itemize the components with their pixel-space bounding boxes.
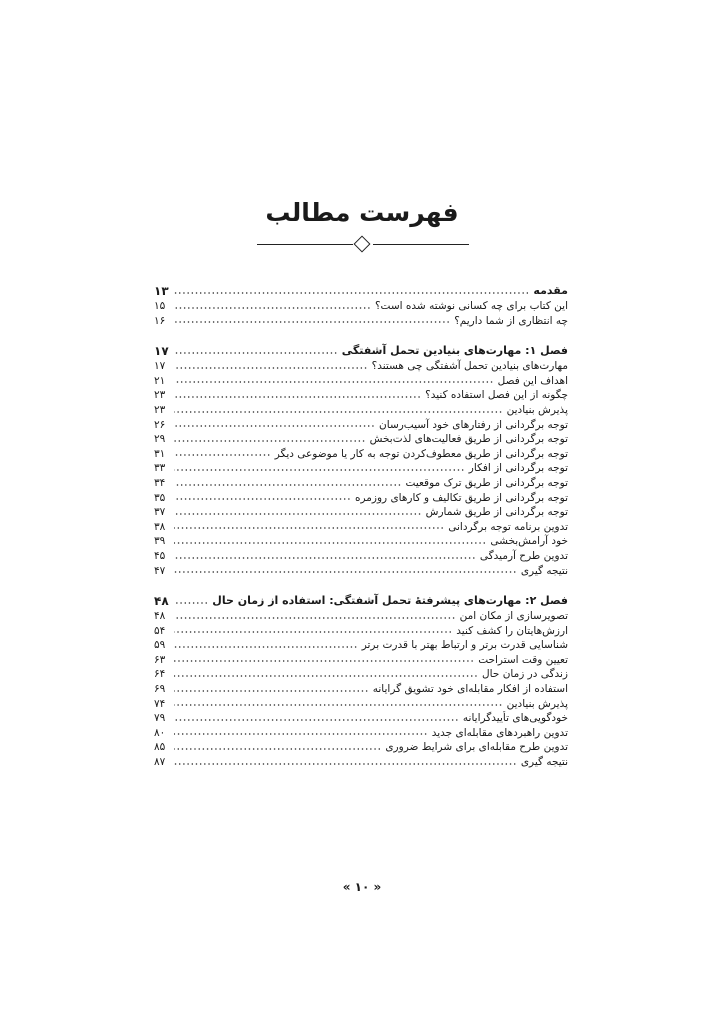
toc-page-number: ۸۷: [154, 756, 166, 769]
toc-section-heading: [154, 593, 568, 609]
dot-leader: [174, 674, 478, 678]
dot-leader: [174, 410, 503, 414]
dot-leader: [174, 439, 366, 443]
toc-page-number: ۶۹: [154, 683, 166, 696]
dot-leader: [174, 453, 271, 457]
toc-entry-title: چگونه از این فصل استفاده کنید؟: [425, 389, 568, 402]
toc-page-number: ۳۹: [154, 535, 166, 548]
toc-entry-title: توجه برگردانی از رفتارهای خود آسیب‌رسان: [379, 418, 568, 431]
ornament-line-right: [373, 244, 469, 245]
toc-entry: [154, 314, 568, 329]
toc-entry-title: این کتاب برای چه کسانی نوشته شده است؟: [374, 300, 568, 312]
title-ornament: [257, 236, 469, 254]
dot-leader: [174, 718, 459, 722]
toc-page-number: ۱۷: [154, 360, 166, 373]
toc-page-number: ۵۹: [154, 639, 166, 652]
toc-page-number: ۳۱: [154, 447, 166, 460]
toc-entry: [154, 653, 568, 668]
dot-leader: [174, 747, 381, 751]
dot-leader: [174, 616, 456, 620]
toc-page-number: ۲۶: [154, 418, 166, 431]
toc-entry-title: زندگی در زمان حال: [482, 668, 568, 681]
toc-entry-title: نتیجه گیری: [520, 756, 568, 769]
toc-page-number: ۱۷: [154, 344, 169, 359]
toc-entry: [154, 609, 568, 624]
toc-section: [154, 593, 568, 770]
toc-page-number: ۱۳: [154, 284, 169, 298]
toc-section: [154, 343, 568, 578]
toc-entry-title: فصل ۱: مهارت‌های بنیادین تحمل آشفتگی: [341, 344, 568, 358]
toc-page-number: ۶۴: [154, 668, 166, 681]
toc-entry: [154, 564, 568, 579]
toc-entry-title: توجه برگردانی از طریق تکالیف و کارهای روزمره: [354, 491, 568, 504]
toc-page-number: ۴۷: [154, 564, 166, 577]
toc-page-number: ۷۹: [154, 712, 166, 725]
toc-entry: [154, 403, 568, 418]
dot-leader: [174, 541, 486, 545]
toc-page-number: ۳۵: [154, 491, 166, 504]
dot-leader: [174, 556, 476, 560]
toc-entry-title: چه انتظاری از شما داریم؟: [454, 314, 568, 327]
toc-page-number: ۲۱: [154, 374, 166, 387]
toc-entry: [154, 697, 568, 712]
dot-leader: [174, 703, 503, 707]
toc-entry-title: ارزش‌هایتان را کشف کنید: [456, 624, 568, 637]
toc-entry-title: تصویرسازی از مکان امن: [459, 610, 568, 623]
toc-page-number: ۷۴: [154, 697, 166, 710]
dot-leader: [174, 689, 369, 693]
toc-entry-title: مقدمه: [533, 284, 568, 297]
toc-page-number: ۶۳: [154, 653, 166, 666]
dot-leader: [174, 497, 351, 501]
toc-entry: [154, 447, 568, 462]
toc-section-heading: [154, 283, 568, 299]
dot-leader: [174, 483, 402, 487]
toc-entry-title: توجه برگردانی از طریق شمارش: [425, 506, 568, 519]
toc-entry-title: تدوین طرح آرمیدگی: [479, 549, 568, 562]
toc-page-number: ۳۳: [154, 462, 166, 475]
toc-entry: [154, 624, 568, 639]
dot-leader: [174, 424, 375, 428]
table-of-contents: [154, 283, 568, 785]
toc-entry: [154, 359, 568, 374]
toc-entry: [154, 299, 568, 314]
toc-entry-title: تدوین برنامه توجه برگردانی: [448, 520, 568, 533]
dot-leader: [174, 380, 494, 384]
dot-leader: [174, 659, 474, 663]
toc-entry-title: فصل ۲: مهارت‌های پیشرفتهٔ تحمل آشفتگی: استفاده از زمان حال: [212, 594, 568, 608]
toc-entry: [154, 461, 568, 476]
toc-entry: [154, 740, 568, 755]
toc-entry: [154, 755, 568, 770]
dot-leader: [174, 732, 428, 736]
toc-entry-title: پذیرش بنیادین: [506, 403, 568, 416]
toc-entry-title: اهداف این فصل: [497, 374, 568, 387]
dot-leader: [174, 630, 452, 634]
dot-leader: [174, 351, 338, 355]
toc-entry: [154, 682, 568, 697]
toc-entry: [154, 388, 568, 403]
toc-page-number: ۴۸: [154, 594, 169, 609]
toc-page-number: ۸۵: [154, 741, 166, 754]
toc-entry-title: تعیین وقت استراحت: [478, 653, 568, 666]
toc-entry-title: توجه برگردانی از طریق فعالیت‌های لذت‌بخش: [369, 433, 568, 446]
toc-entry: [154, 520, 568, 535]
toc-entry-title: نتیجه گیری: [520, 564, 568, 577]
toc-section: [154, 283, 568, 328]
dot-leader: [174, 291, 529, 295]
toc-entry: [154, 711, 568, 726]
toc-entry: [154, 726, 568, 741]
toc-entry: [154, 432, 568, 447]
diamond-icon: [354, 236, 371, 253]
toc-entry: [154, 534, 568, 549]
dot-leader: [174, 645, 358, 649]
toc-entry: [154, 374, 568, 389]
dot-leader: [174, 526, 444, 530]
toc-entry: [154, 505, 568, 520]
toc-entry-title: پذیرش بنیادین: [506, 697, 568, 710]
dot-leader: [174, 762, 517, 766]
toc-entry-title: توجه برگردانی از طریق معطوف‌کردن توجه به کار یا موضوعی دیگر: [274, 447, 568, 460]
dot-leader: [174, 512, 422, 516]
toc-entry: [154, 638, 568, 653]
toc-entry: [154, 418, 568, 433]
toc-entry-title: توجه برگردانی از طریق ترک موقعیت: [405, 476, 568, 489]
dot-leader: [174, 366, 368, 370]
toc-page-number: ۳۷: [154, 506, 166, 519]
toc-page-number: ۴۸: [154, 610, 166, 623]
toc-entry-title: خودگویی‌های تأییدگرایانه: [462, 712, 568, 725]
toc-entry-title: شناسایی قدرت برتر و ارتباط بهتر با قدرت برتر: [361, 639, 568, 652]
dot-leader: [174, 320, 450, 324]
toc-entry-title: استفاده از افکار مقابله‌ای خود تشویق گرایانه: [372, 683, 568, 696]
dot-leader: [174, 306, 371, 310]
toc-page-number: ۸۰: [154, 726, 166, 739]
toc-entry-title: توجه برگردانی از افکار: [468, 462, 568, 475]
toc-page-number: ۲۳: [154, 403, 166, 416]
page-number: « ۱۰ »: [342, 880, 382, 894]
toc-entry-title: خود آرامش‌بخشی: [490, 535, 568, 548]
toc-page-number: ۵۴: [154, 624, 166, 637]
toc-page-number: ۲۳: [154, 389, 166, 402]
toc-entry: [154, 549, 568, 564]
toc-entry: [154, 476, 568, 491]
toc-section-heading: [154, 343, 568, 359]
toc-entry-title: مهارت‌های بنیادین تحمل آشفتگی چی هستند؟: [371, 360, 568, 373]
page-title: فهرست مطالب: [265, 198, 459, 227]
toc-page-number: ۱۵: [154, 300, 166, 312]
dot-leader: [174, 601, 208, 605]
toc-page-number: ۳۴: [154, 476, 166, 489]
dot-leader: [174, 468, 465, 472]
toc-page-number: ۳۸: [154, 520, 166, 533]
toc-entry: [154, 667, 568, 682]
toc-entry: [154, 491, 568, 506]
toc-entry-title: تدوین راهبردهای مقابله‌ای جدید: [431, 726, 568, 739]
ornament-line-left: [257, 244, 353, 245]
toc-page-number: ۲۹: [154, 433, 166, 446]
dot-leader: [174, 570, 517, 574]
toc-entry-title: تدوین طرح مقابله‌ای برای شرایط ضروری: [385, 741, 568, 754]
dot-leader: [174, 395, 421, 399]
toc-page-number: ۱۶: [154, 314, 166, 327]
toc-page-number: ۴۵: [154, 549, 166, 562]
